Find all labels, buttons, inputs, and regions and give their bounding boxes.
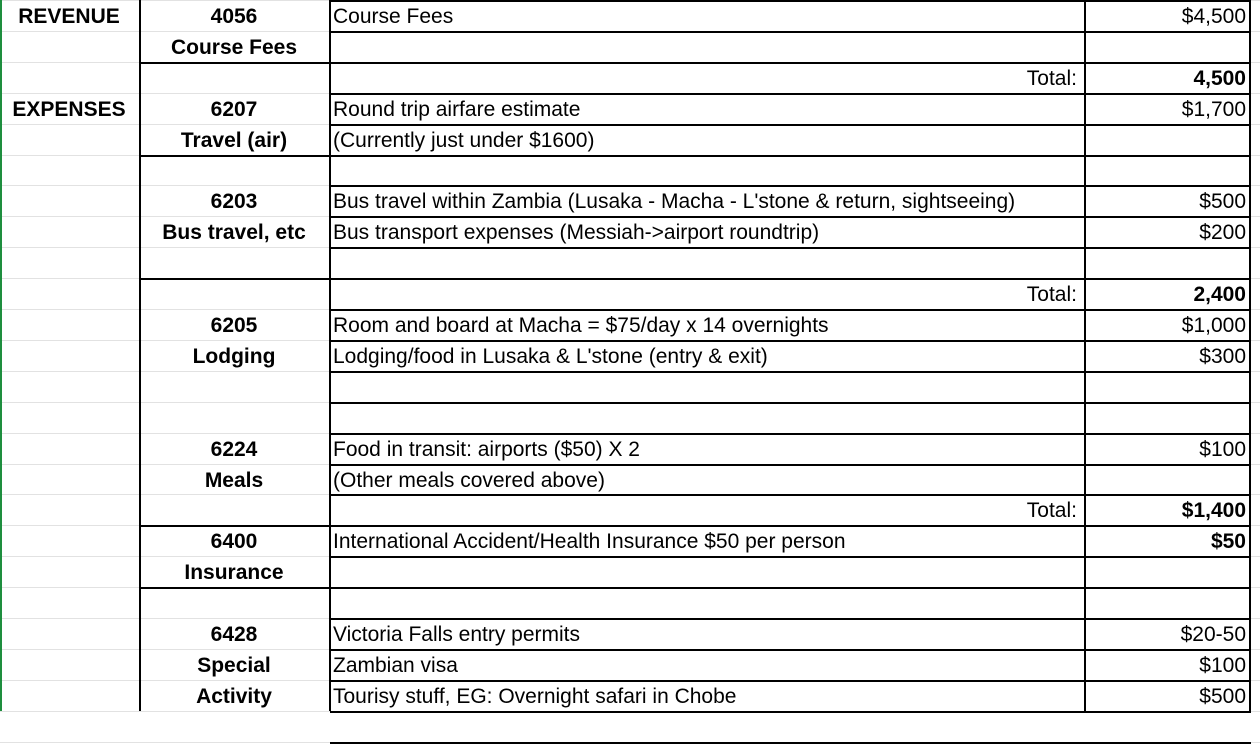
amount-cell[interactable]: $200	[1199, 221, 1246, 244]
description-cell[interactable]: Total:	[1026, 283, 1077, 306]
account-cell[interactable]: 6400	[210, 530, 258, 553]
amount-cell[interactable]: $100	[1199, 438, 1246, 461]
description-cell[interactable]	[333, 32, 1085, 63]
description-cell[interactable]: Bus travel within Zambia (Lusaka - Macha - L'stone & return, sightseeing)	[333, 190, 1016, 213]
description-cell[interactable]: Victoria Falls entry permits	[333, 623, 581, 646]
section-label[interactable]	[0, 681, 138, 712]
account-cell[interactable]: Special	[197, 654, 271, 677]
amount-cell[interactable]: 2,400	[1193, 283, 1246, 306]
amount-cell[interactable]: $4,500	[1181, 5, 1246, 28]
description-cell[interactable]	[333, 156, 1085, 187]
section-label[interactable]	[0, 341, 138, 372]
gridline-vertical	[1250, 0, 1251, 711]
amount-cell[interactable]	[1088, 403, 1246, 434]
gridline-vertical	[1085, 0, 1086, 711]
account-cell[interactable]: Course Fees	[170, 36, 298, 59]
description-cell[interactable]: Bus transport expenses (Messiah->airport roundtrip)	[333, 221, 820, 244]
section-label[interactable]	[0, 403, 138, 434]
amount-cell[interactable]: $500	[1199, 190, 1246, 213]
section-label[interactable]	[0, 32, 138, 63]
amount-cell[interactable]: $1,000	[1181, 314, 1246, 337]
account-cell[interactable]	[140, 156, 328, 187]
amount-cell[interactable]	[1088, 156, 1246, 187]
account-cell[interactable]: Insurance	[184, 561, 284, 584]
account-cell[interactable]: Bus travel, etc	[162, 221, 306, 244]
section-label[interactable]	[0, 619, 138, 650]
account-cell[interactable]	[140, 495, 328, 526]
account-cell[interactable]: 6205	[210, 314, 258, 337]
section-label[interactable]	[0, 248, 138, 279]
amount-cell[interactable]: $500	[1199, 685, 1246, 708]
section-label[interactable]	[0, 125, 138, 156]
account-cell[interactable]: 4056	[210, 5, 258, 28]
amount-cell[interactable]	[1088, 372, 1246, 403]
description-cell[interactable]: Food in transit: airports ($50) X 2	[333, 438, 640, 461]
description-cell[interactable]: Tourisy stuff, EG: Overnight safari in Chobe	[333, 685, 737, 708]
account-cell[interactable]	[140, 588, 328, 619]
amount-cell[interactable]: $1,400	[1181, 499, 1246, 522]
account-cell[interactable]: Meals	[204, 469, 264, 492]
gridline-vertical	[330, 0, 331, 711]
section-label[interactable]	[0, 557, 138, 588]
account-cell[interactable]	[140, 63, 328, 94]
description-cell[interactable]	[333, 248, 1085, 279]
description-cell[interactable]	[333, 557, 1085, 588]
account-cell[interactable]	[140, 279, 328, 310]
account-cell[interactable]: Activity	[196, 685, 272, 708]
description-cell[interactable]: Lodging/food in Lusaka & L'stone (entry & exit)	[333, 345, 768, 368]
amount-cell[interactable]: $50	[1210, 530, 1246, 553]
amount-cell[interactable]	[1088, 465, 1246, 496]
cell-border-vertical	[329, 0, 331, 711]
section-label[interactable]	[0, 217, 138, 248]
description-cell[interactable]: Total:	[1026, 67, 1077, 90]
section-label[interactable]: EXPENSES	[12, 98, 126, 121]
account-cell[interactable]	[140, 372, 328, 403]
section-label[interactable]	[0, 63, 138, 94]
account-cell[interactable]	[140, 403, 328, 434]
description-cell[interactable]: Course Fees	[333, 5, 454, 28]
section-label[interactable]	[0, 279, 138, 310]
section-label[interactable]	[0, 526, 138, 557]
section-label[interactable]	[0, 650, 138, 681]
account-cell[interactable]: 6207	[210, 98, 258, 121]
section-label[interactable]: REVENUE	[18, 5, 120, 28]
account-cell[interactable]: 6428	[210, 623, 258, 646]
account-cell[interactable]: Travel (air)	[180, 129, 288, 152]
section-label[interactable]	[0, 372, 138, 403]
amount-cell[interactable]	[1088, 248, 1246, 279]
section-label[interactable]	[0, 186, 138, 217]
account-cell[interactable]: Lodging	[192, 345, 276, 368]
amount-cell[interactable]	[1088, 32, 1246, 63]
amount-cell[interactable]	[1088, 588, 1246, 619]
account-cell[interactable]: 6203	[210, 190, 258, 213]
section-label[interactable]	[0, 310, 138, 341]
description-cell[interactable]: Room and board at Macha = $75/day x 14 overnights	[333, 314, 829, 337]
description-cell[interactable]: International Accident/Health Insurance $50 per person	[333, 530, 846, 553]
amount-cell[interactable]: 4,500	[1193, 67, 1246, 90]
description-cell[interactable]: Round trip airfare estimate	[333, 98, 581, 121]
account-cell[interactable]	[140, 248, 328, 279]
amount-cell[interactable]: $300	[1199, 345, 1246, 368]
description-cell[interactable]: Total:	[1026, 499, 1077, 522]
section-label[interactable]	[0, 434, 138, 465]
amount-cell[interactable]: $100	[1199, 654, 1246, 677]
amount-cell[interactable]	[1088, 125, 1246, 156]
description-cell[interactable]: (Currently just under $1600)	[333, 129, 595, 152]
amount-cell[interactable]	[1088, 557, 1246, 588]
description-cell[interactable]	[333, 403, 1085, 434]
section-label[interactable]	[0, 495, 138, 526]
section-label[interactable]	[0, 156, 138, 187]
amount-cell[interactable]: $1,700	[1181, 98, 1246, 121]
gridline-horizontal	[0, 742, 1260, 743]
account-cell[interactable]: 6224	[210, 438, 258, 461]
description-cell[interactable]	[333, 372, 1085, 403]
section-label[interactable]	[0, 588, 138, 619]
description-cell[interactable]: Zambian visa	[333, 654, 458, 677]
description-cell[interactable]	[333, 588, 1085, 619]
amount-cell[interactable]: $20-50	[1180, 623, 1246, 646]
section-label[interactable]	[0, 465, 138, 496]
description-cell[interactable]: (Other meals covered above)	[333, 469, 605, 492]
cell-border-vertical	[1249, 0, 1251, 711]
